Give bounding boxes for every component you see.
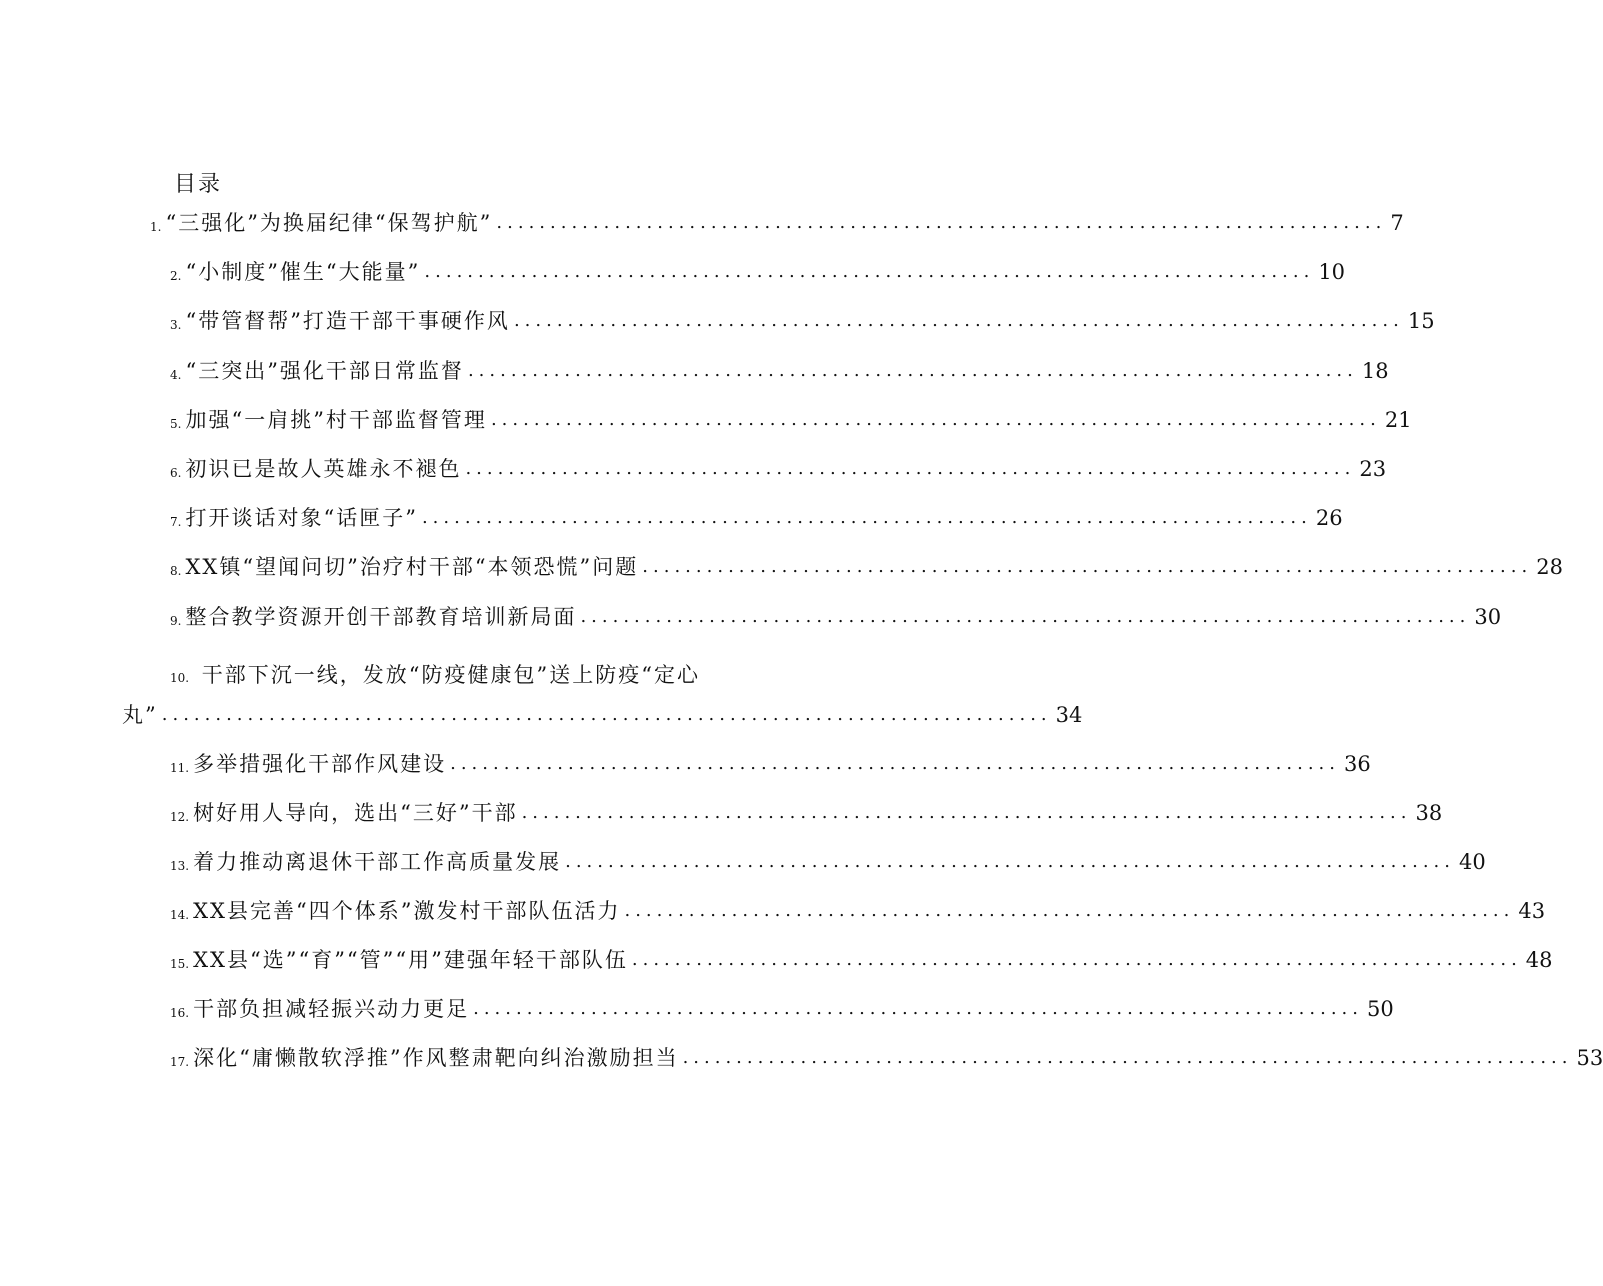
dot-leader: ................................................................................... <box>496 212 1387 233</box>
toc-entry-8[interactable] <box>170 548 1563 582</box>
entry-number: 13. <box>170 859 190 873</box>
entry-page-number: 28 <box>1536 555 1563 579</box>
entry-number: 12. <box>170 810 190 824</box>
dot-leader: ................................................................................... <box>450 753 1340 774</box>
entry-title: 深化“庸懒散软浮推”作风整肃靶向纠治激励担当 <box>193 1046 679 1070</box>
entry-title: XX镇“望闻问切”治疗村干部“本领恐慌”问题 <box>185 555 639 579</box>
dot-leader: ................................................................................... <box>521 802 1412 823</box>
entry-page-number: 36 <box>1344 752 1371 776</box>
entry-number: 17. <box>170 1055 190 1069</box>
entry-title: XX县完善“四个体系”激发村干部队伍活力 <box>193 899 621 923</box>
entry-page-number: 53 <box>1576 1046 1603 1070</box>
toc-entry-13[interactable] <box>170 843 1486 877</box>
toc-entry-1[interactable] <box>150 204 1404 238</box>
dot-leader: ................................................................................... <box>424 261 1315 282</box>
toc-entry-7[interactable] <box>170 499 1343 533</box>
entry-page-number: 15 <box>1407 309 1435 333</box>
entry-number: 16. <box>170 1006 190 1020</box>
entry-page-number: 50 <box>1367 997 1394 1021</box>
entry-page-number: 38 <box>1415 801 1443 825</box>
toc-title: 目录 <box>174 172 223 197</box>
entry-page-number: 7 <box>1390 211 1404 235</box>
entry-title-line2: 丸” <box>122 703 158 727</box>
toc-entry-16[interactable] <box>170 990 1394 1024</box>
dot-leader: ................................................................................... <box>467 360 1358 381</box>
entry-number: 7. <box>170 515 182 529</box>
entry-title: 整合教学资源开创干部教育培训新局面 <box>185 605 577 629</box>
toc-entry-4[interactable] <box>170 352 1389 386</box>
entry-page-number: 30 <box>1474 605 1502 629</box>
toc-entry-9[interactable] <box>170 598 1502 632</box>
entry-page-number: 21 <box>1384 408 1412 432</box>
entry-number: 14. <box>170 908 190 922</box>
entry-number: 5. <box>170 417 182 431</box>
toc-entry-15[interactable] <box>170 941 1553 975</box>
entry-title: “带管督帮”打造干部干事硬作风 <box>185 309 510 333</box>
entry-title: 打开谈话对象“话匣子” <box>185 506 418 530</box>
entry-number: 11. <box>170 761 190 775</box>
entry-title: 着力推动离退休干部工作高质量发展 <box>193 850 562 874</box>
dot-leader: ................................................................................... <box>161 704 1052 725</box>
entry-number: 15. <box>170 957 190 971</box>
entry-page-number: 26 <box>1315 506 1343 530</box>
entry-number: 9. <box>170 614 182 628</box>
entry-page-number: 34 <box>1055 703 1083 727</box>
entry-title: 干部负担减轻振兴动力更足 <box>193 997 470 1021</box>
entry-number: 8. <box>170 564 182 578</box>
entry-title: “小制度”催生“大能量” <box>185 260 421 284</box>
toc-entry-10-line1[interactable] <box>170 660 800 690</box>
entry-page-number: 10 <box>1318 260 1346 284</box>
toc-entry-14[interactable] <box>170 892 1546 926</box>
entry-number: 2. <box>170 269 182 283</box>
entry-page-number: 23 <box>1359 457 1387 481</box>
dot-leader: ................................................................................... <box>642 556 1533 577</box>
entry-title-line1: 干部下沉一线，发放“防疫健康包”送上防疫“定心 <box>201 663 700 687</box>
dot-leader: ................................................................................... <box>465 458 1356 479</box>
dot-leader: ................................................................................... <box>490 409 1381 430</box>
entry-page-number: 18 <box>1361 359 1389 383</box>
entry-number: 3. <box>170 318 182 332</box>
entry-number: 10. <box>170 671 190 685</box>
toc-entry-12[interactable] <box>170 794 1443 828</box>
entry-page-number: 48 <box>1525 948 1553 972</box>
dot-leader: ................................................................................... <box>624 900 1515 921</box>
toc-entry-10-line2[interactable] <box>122 696 1083 730</box>
dot-leader: ................................................................................... <box>513 310 1404 331</box>
entry-number: 1. <box>150 220 162 234</box>
toc-entry-2[interactable] <box>170 253 1346 287</box>
dot-leader: ................................................................................... <box>682 1047 1573 1068</box>
toc-entry-5[interactable] <box>170 401 1412 435</box>
dot-leader: ................................................................................... <box>421 507 1312 528</box>
entry-title: 初识已是故人英雄永不褪色 <box>185 457 462 481</box>
entry-title: 多举措强化干部作风建设 <box>193 752 447 776</box>
entry-page-number: 43 <box>1518 899 1546 923</box>
entry-number: 6. <box>170 466 182 480</box>
entry-title: XX县“选”“育”“管”“用”建强年轻干部队伍 <box>193 948 628 972</box>
entry-number: 4. <box>170 368 182 382</box>
entry-title: “三突出”强化干部日常监督 <box>185 359 464 383</box>
toc-entry-3[interactable] <box>170 302 1435 336</box>
entry-title: 树好用人导向，选出“三好”干部 <box>193 801 518 825</box>
entry-title: 加强“一肩挑”村干部监督管理 <box>185 408 487 432</box>
toc-entry-6[interactable] <box>170 450 1387 484</box>
entry-title: “三强化”为换届纪律“保驾护航” <box>165 211 493 235</box>
toc-entry-11[interactable] <box>170 745 1371 779</box>
dot-leader: ................................................................................... <box>565 851 1455 872</box>
toc-entry-17[interactable] <box>170 1039 1603 1073</box>
dot-leader: ................................................................................... <box>473 998 1363 1019</box>
entry-page-number: 40 <box>1459 850 1486 874</box>
dot-leader: ................................................................................... <box>631 949 1522 970</box>
dot-leader: ................................................................................... <box>580 606 1471 627</box>
